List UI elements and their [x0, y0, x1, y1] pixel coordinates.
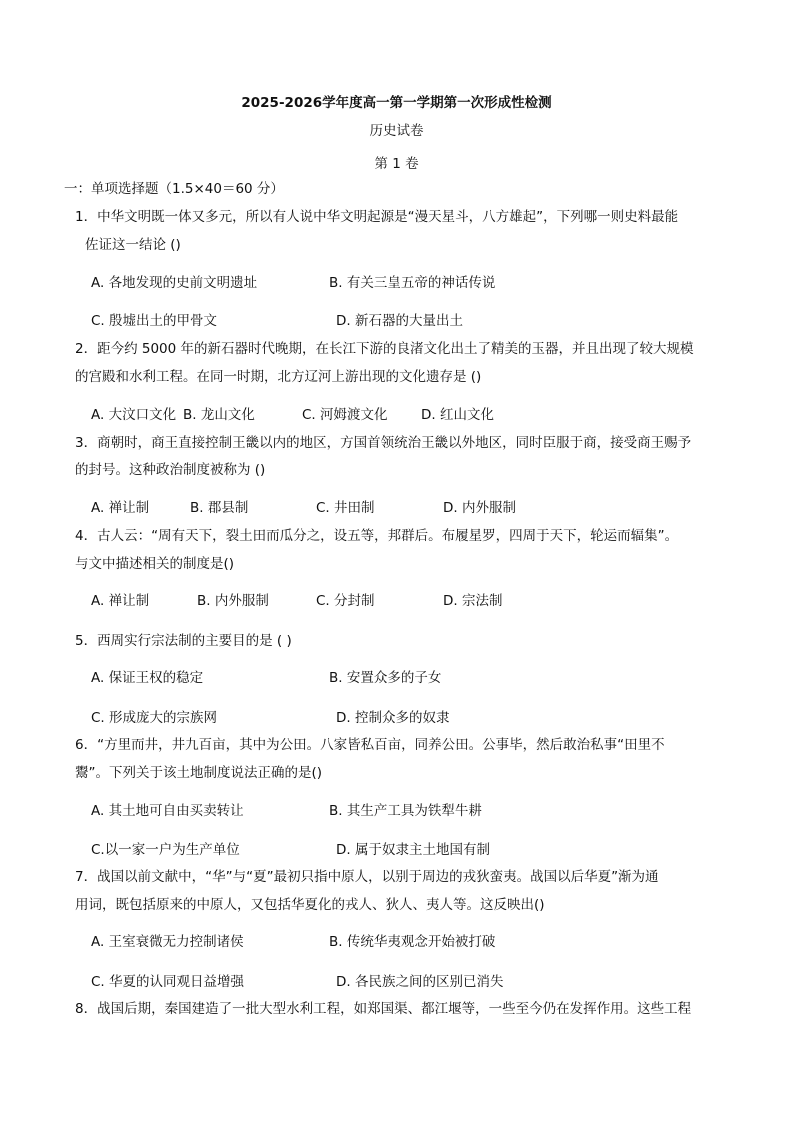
question-7-option-b: B. 传统华夷观念开始被打破: [329, 934, 496, 950]
question-6-option-b: B. 其生产工具为铁犁牛耕: [329, 803, 482, 819]
volume-label: 第 1 卷: [374, 156, 419, 172]
exam-title: 2025-2026学年度高一第一学期第一次形成性检测: [241, 95, 552, 111]
question-3-option-a: A. 禅让制: [91, 500, 150, 516]
question-2-option-d: D. 红山文化: [421, 407, 494, 423]
question-8-stem-line-1: 8．战国后期，秦国建造了一批大型水利工程，如郑国渠、都江堰等，一些至今仍在发挥作用。这些工程: [75, 1001, 692, 1017]
question-6-option-c: C.以一家一户为生产单位: [91, 842, 240, 858]
exam-subtitle: 历史试卷: [369, 123, 424, 139]
question-1-stem-line-1: 1．中华文明既一体又多元，所以有人说中华文明起源是“漫天星斗，八方雄起”，下列哪一则史料最能: [75, 209, 679, 225]
question-7-option-a: A. 王室衰微无力控制诸侯: [91, 934, 244, 950]
question-5-option-b: B. 安置众多的子女: [329, 670, 442, 686]
question-6-option-a: A. 其土地可自由买卖转让: [91, 803, 244, 819]
question-7-option-c: C. 华夏的认同观日益增强: [91, 974, 245, 990]
question-2-stem-line-2: 的宫殿和水利工程。在同一时期，北方辽河上游出现的文化遗存是 (): [75, 369, 482, 385]
question-2-stem-line-1: 2．距今约 5000 年的新石器时代晚期，在长江下游的良渚文化出土了精美的玉器，并且出现了较大规模: [75, 341, 694, 357]
question-5-option-d: D. 控制众多的奴隶: [336, 710, 450, 726]
question-2-option-b: B. 龙山文化: [183, 407, 255, 423]
question-4-stem-line-1: 4．古人云：“周有天下，裂土田而瓜分之，设五等，邦群后。布履星罗，四周于天下，轮运而辐集”。: [75, 528, 679, 544]
question-4-option-a: A. 禅让制: [91, 593, 150, 609]
question-6-option-d: D. 属于奴隶主土地国有制: [336, 842, 490, 858]
section-heading: 一：单项选择题（1.5×40＝60 分）: [64, 181, 284, 197]
question-1-option-b: B. 有关三皇五帝的神话传说: [329, 275, 496, 291]
question-7-option-d: D. 各民族之间的区别已消失: [336, 974, 504, 990]
question-3-option-b: B. 郡县制: [190, 500, 249, 516]
question-4-option-b: B. 内外服制: [197, 593, 269, 609]
question-3-option-d: D. 内外服制: [443, 500, 516, 516]
question-1-option-c: C. 殷墟出土的甲骨文: [91, 313, 218, 329]
question-5-option-c: C. 形成庞大的宗族网: [91, 710, 218, 726]
question-6-stem-line-1: 6．“方里而井，井九百亩，其中为公田。八家皆私百亩，同养公田。公事毕，然后敢治私事“田里不: [75, 737, 665, 753]
question-3-option-c: C. 井田制: [316, 500, 375, 516]
question-6-stem-line-2: 鬻”。下列关于该土地制度说法正确的是(): [75, 765, 323, 781]
question-7-stem-line-1: 7．战国以前文献中，“华”与“夏”最初只指中原人，以别于周边的戎狄蛮夷。战国以后华夏”渐为通: [75, 869, 659, 885]
question-2-option-a: A. 大汶口文化: [91, 407, 177, 423]
question-2-option-c: C. 河姆渡文化: [302, 407, 388, 423]
question-4-option-d: D. 宗法制: [443, 593, 503, 609]
question-4-stem-line-2: 与文中描述相关的制度是(): [75, 556, 235, 572]
question-3-stem-line-2: 的封号。这种政治制度被称为 (): [75, 462, 266, 478]
question-7-stem-line-2: 用词，既包括原来的中原人，又包括华夏化的戎人、狄人、夷人等。这反映出(): [75, 897, 545, 913]
question-5-stem-line-1: 5．西周实行宗法制的主要目的是 ( ): [75, 633, 292, 649]
question-1-option-d: D. 新石器的大量出土: [336, 313, 463, 329]
question-1-stem-line-2: 佐证这一结论 (): [85, 237, 181, 253]
question-1-option-a: A. 各地发现的史前文明遗址: [91, 275, 258, 291]
question-4-option-c: C. 分封制: [316, 593, 375, 609]
question-3-stem-line-1: 3．商朝时，商王直接控制王畿以内的地区，方国首领统治王畿以外地区，同时臣服于商，接受商王赐予: [75, 435, 692, 451]
question-5-option-a: A. 保证王权的稳定: [91, 670, 204, 686]
